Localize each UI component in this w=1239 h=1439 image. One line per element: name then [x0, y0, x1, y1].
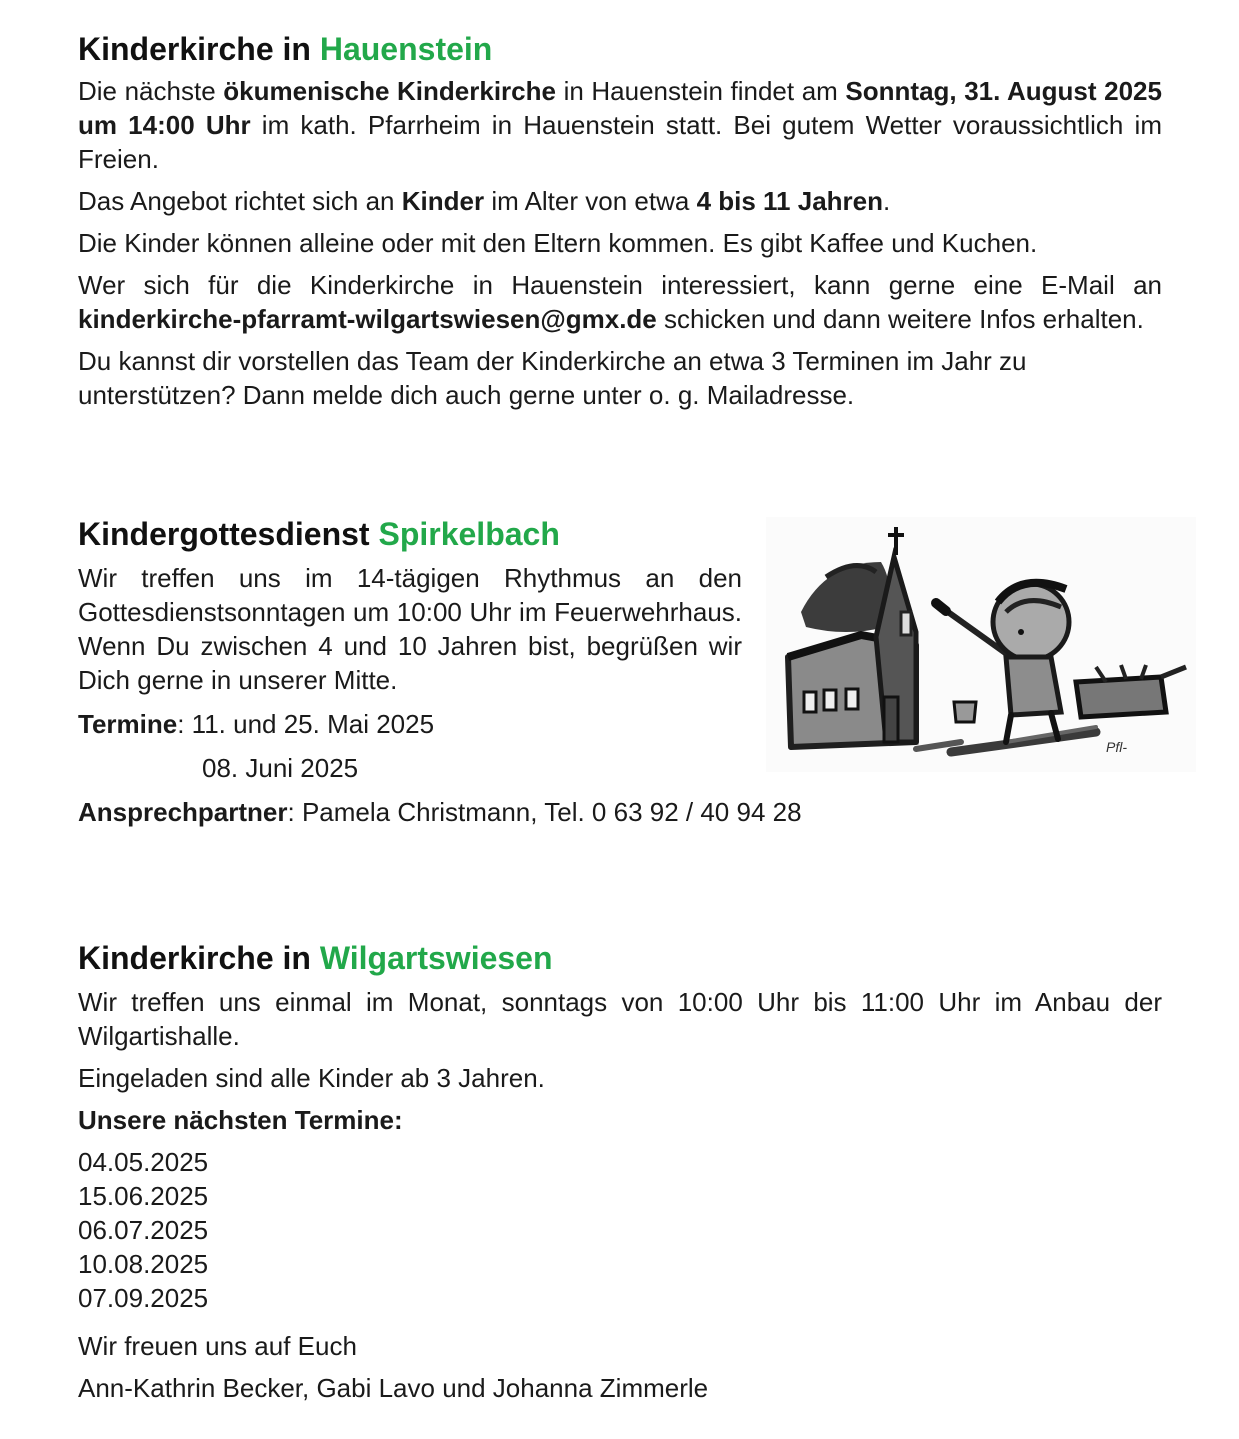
paragraph-intro: Wir treffen uns im 14-tägigen Rhythmus an den Gottesdienstsonntagen um 10:00 Uhr im Feuerwehrhaus. Wenn Du zwischen 4 und 10 Jahren bist, begrüßen wir Dich gerne in unserer Mitte. [78, 563, 742, 695]
event-date: Sonntag, 31. August 2025 um 14:00 Uhr [78, 76, 1162, 140]
bold-text: Kinder [401, 186, 485, 216]
list-item: 15.06.2025 [78, 1181, 209, 1211]
title-prefix: Kinderkirche in [78, 940, 311, 976]
closing-line: Wir freuen uns auf Euch [78, 1331, 357, 1361]
text: . [883, 186, 891, 216]
text: in Hauenstein findet am [563, 76, 838, 106]
title-prefix: Kinderkirche in [78, 31, 311, 67]
dates-heading-text: Unsere nächsten Termine: [78, 1105, 403, 1135]
date-value: 11. und 25. Mai 2025 [191, 709, 435, 739]
text: Wer sich für die Kinderkirche in Hauenstein interessiert, kann gerne eine E-Mail an [78, 270, 1162, 300]
list-item: 04.05.2025 [78, 1147, 209, 1177]
child-painting-church-illustration [766, 517, 1196, 772]
paragraph-contact [78, 268, 1162, 336]
section-hauenstein [78, 30, 1162, 420]
age-range: 4 bis 11 Jahren [696, 186, 884, 216]
list-item: 07.09.2025 [78, 1283, 209, 1313]
text: Das Angebot richtet sich an [78, 186, 395, 216]
section-title [78, 30, 1162, 68]
text: im Alter von etwa [491, 186, 690, 216]
signature: Ann-Kathrin Becker, Gabi Lavo und Johanna Zimmerle [78, 1373, 709, 1403]
section-title [78, 939, 1162, 977]
termine-row: Termine: 11. und 25. Mai 2025 [78, 709, 435, 739]
paragraph-date [78, 74, 1162, 176]
title-place: Wilgartswiesen [319, 940, 553, 976]
dates-list [78, 1145, 1162, 1315]
label: Termine [78, 709, 178, 739]
termine-row: 08. Juni 2025 [202, 753, 359, 783]
artist-mark: Pfl- [1106, 739, 1127, 755]
contact-row: Ansprechpartner: Pamela Christmann, Tel. 0 63 92 / 40 94 28 [78, 797, 802, 827]
list-item: 10.08.2025 [78, 1249, 209, 1279]
text: Die nächste [78, 76, 216, 106]
text: schicken und dann weitere Infos erhalten. [664, 304, 1144, 334]
paragraph-schedule: Wir treffen uns einmal im Monat, sonntags von 10:00 Uhr bis 11:00 Uhr im Anbau der Wilgartishalle. [78, 987, 1162, 1051]
title-prefix: Kindergottesdienst [78, 516, 370, 552]
paragraph-audience [78, 184, 1162, 218]
title-place: Hauenstein [319, 31, 493, 67]
list-item: 06.07.2025 [78, 1215, 209, 1245]
bold-text: ökumenische Kinderkirche [223, 76, 556, 106]
paragraph-info: Die Kinder können alleine oder mit den Eltern kommen. Es gibt Kaffee und Kuchen. [78, 228, 1038, 258]
label: Ansprechpartner [78, 797, 288, 827]
title-place: Spirkelbach [378, 516, 560, 552]
text: im kath. Pfarrheim in Hauenstein statt. Bei gutem Wetter voraussichtlich im Freien. [78, 110, 1162, 174]
email-address[interactable]: kinderkirche-pfarramt-wilgartswiesen@gmx.de [78, 304, 657, 334]
contact-value: Pamela Christmann, Tel. 0 63 92 / 40 94 28 [301, 797, 802, 827]
dates-heading [78, 1103, 1162, 1137]
section-wilgartswiesen [78, 939, 1162, 1413]
paragraph-team: Du kannst dir vorstellen das Team der Kinderkirche an etwa 3 Terminen im Jahr zu unterstützen? Dann melde dich auch gerne unter o. g. Mailadresse. [78, 346, 1027, 410]
paragraph-invite: Eingeladen sind alle Kinder ab 3 Jahren. [78, 1063, 545, 1093]
